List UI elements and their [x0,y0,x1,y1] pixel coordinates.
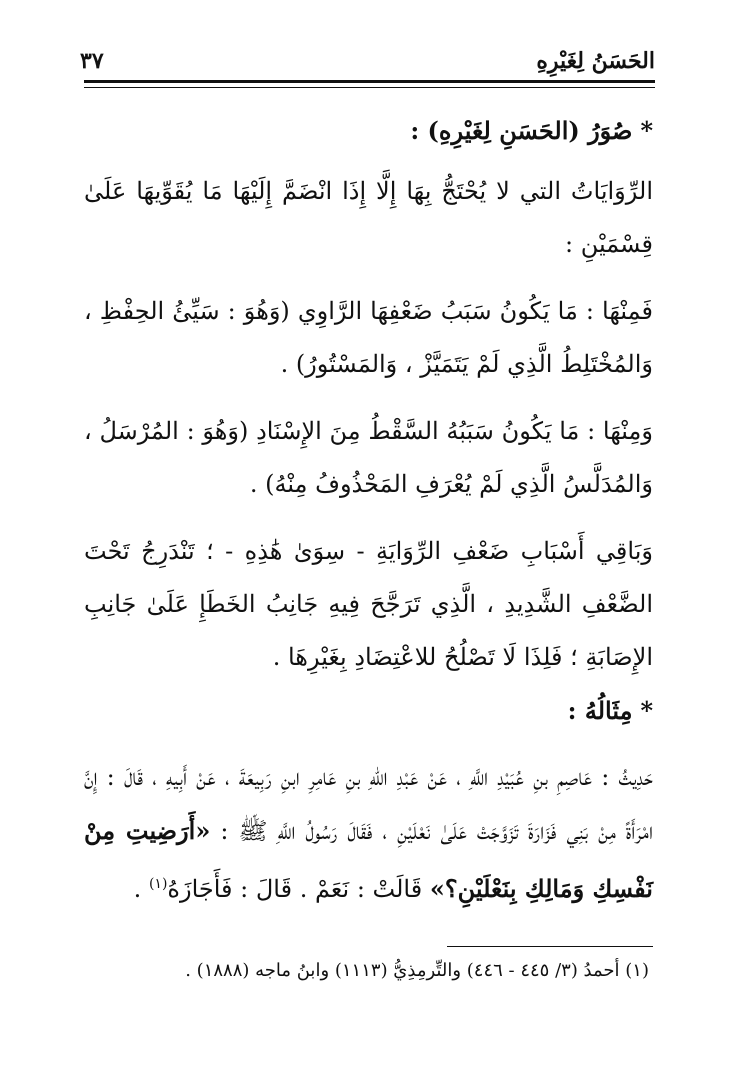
section-heading-forms [84,104,653,157]
footnote: (١) أحمدُ (٣/ ٤٤٥ - ٤٤٦) والتِّرمِذِيُّ (١١١٣) وابنُ ماجه (١٨٨٨) . [185,960,649,981]
paragraph-intro: الرِّوَايَاتُ التي لا يُحْتَجُّ بِهَا إِلَّا إِذَا انْضَمَّ إِلَيْهَا مَا يُقَوِّيهَا عَلَىٰ قِسْمَيْنِ : [84,177,653,258]
spacer [84,391,653,405]
spacer [84,271,653,285]
spacer [84,737,653,751]
heading-text: مِثَالُهُ : [567,696,633,725]
paragraph-other-causes: وَبَاقِي أَسْبَابِ ضَعْفِ الرِّوَايَةِ - سِوَىٰ هَٰذِهِ - ؛ تَنْدَرِجُ تَحْتَ الضَّعْفِ الشَّدِيدِ ، الَّذِي تَرَجَّحَ فِيهِ جَانِبُ الخَطَإِ عَلَىٰ جَانِبِ الإِصَابَةِ ؛ فَلِذَا لَا تَصْلُحُ للاعْتِضَادِ بِغَيْرِهَا . [84,537,653,671]
footnote-marker[interactable]: (١) [148,876,168,892]
running-title: الحَسَنُ لِغَيْرِهِ [536,48,655,74]
page-number: ٣٧ [80,48,104,74]
paragraph-narrator-weakness: فَمِنْهَا : مَا يَكُونُ سَبَبُ ضَعْفِهَا الرَّاوِي (وَهُوَ : سَيِّئُ الحِفْظِ ، وَالمُخْتَلِطُ الَّذِي لَمْ يَتَمَيَّزْ ، وَالمَسْتُورُ) . [84,297,653,378]
heading-text: صُوَرُ (الحَسَنِ لِغَيْرِهِ) : [410,116,633,145]
hadith-text-part1: حَدِيثُ : عَاصِمِ بنِ عُبَيْدِ اللَّهِ ، عَنْ عَبْدِ اللهِ بنِ عَامِرِ ابنِ رَبِيعَةَ ، عَنْ أَبِيهِ ، قَالَ : إِنَّ امْرَأَةً مِنْ بَنِي فَزَارَةَ تَزَوَّجَتْ عَلَىٰ نَعْلَيْنِ ، فَقَالَ رَسُولُ اللَّهِ ﷺ : [84,763,653,845]
heading-star-marker: * [640,696,653,725]
header-rule-thin [84,87,655,88]
heading-star-marker: * [640,116,653,145]
hadith-text-end: . [133,875,149,903]
page-header [80,44,655,74]
spacer [84,157,653,165]
footnote-rule [447,946,653,947]
section-heading-example [84,684,653,737]
spacer [84,511,653,525]
prophetic-quote: «أَرَضِيتِ مِنْ نَفْسِكِ وَمَالِكِ بِنَعْلَيْنِ؟» [84,816,653,903]
hadith-text-part2: قَالَتْ : نَعَمْ . قَالَ : فَأَجَازَهُ [167,875,430,903]
paragraph-chain-gap: وَمِنْهَا : مَا يَكُونُ سَبَبُهُ السَّقْطُ مِنَ الإِسْنَادِ (وَهُوَ : المُرْسَلُ ، وَالمُدَلَّسُ الَّذِي لَمْ يُعْرَفِ المَحْذُوفُ مِنْهُ) . [84,417,653,498]
page-body [84,104,653,916]
paragraph-example-hadith [84,751,653,916]
header-rule-thick [84,80,655,83]
